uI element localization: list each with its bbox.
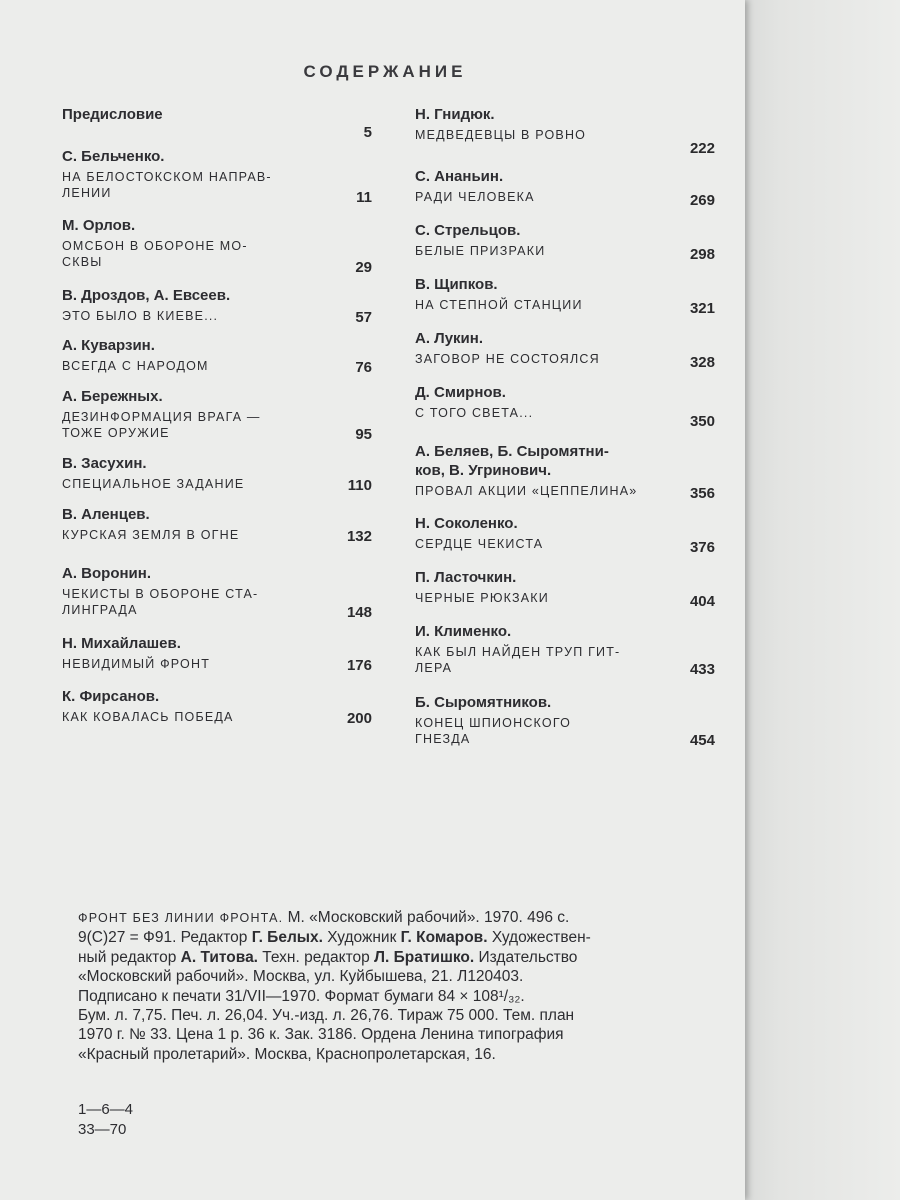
toc-work-title: ОМСБОН В ОБОРОНЕ МО- СКВЫ	[62, 239, 248, 269]
toc-page-number: 356	[689, 485, 715, 502]
toc-entry	[62, 336, 372, 376]
toc-entry	[415, 105, 715, 157]
imprint-tech-editor-name: Л. Братишко.	[374, 948, 475, 966]
toc-work-title: БЕЛЫЕ ПРИЗРАКИ	[415, 244, 546, 258]
toc-work-title: СПЕЦИАЛЬНОЕ ЗАДАНИЕ	[62, 477, 245, 491]
toc-page-number: 321	[689, 300, 715, 317]
imprint-book-title: ФРОНТ БЕЗ ЛИНИИ ФРОНТА.	[78, 911, 284, 925]
imprint-text: Художник	[322, 929, 401, 947]
page-title: СОДЕРЖАНИЕ	[303, 62, 467, 81]
toc-work-title: КОНЕЦ ШПИОНСКОГО ГНЕЗДА	[415, 716, 572, 746]
toc-page-number: 328	[689, 354, 715, 371]
toc-author: С. Бельченко.	[62, 148, 165, 165]
imprint-text: 9(С)27 = Ф91. Редактор	[78, 929, 252, 947]
toc-page-number: 454	[689, 732, 715, 749]
toc-author: А. Бережных.	[62, 388, 163, 405]
toc-entry	[62, 147, 372, 206]
toc-entry	[62, 387, 372, 443]
toc-page-number: 433	[689, 661, 715, 678]
toc-author: В. Дроздов, А. Евсеев.	[62, 287, 231, 304]
toc-entry	[415, 693, 715, 749]
toc-entry	[415, 442, 715, 502]
toc-entry	[415, 383, 715, 430]
toc-page-number: 76	[355, 359, 372, 376]
toc-work-title: ПРОВАЛ АКЦИИ «ЦЕППЕЛИНА»	[415, 484, 638, 498]
imprint-line: «Красный пролетарий». Москва, Краснопролетарская, 16.	[78, 1045, 496, 1063]
toc-entry	[415, 167, 715, 209]
imprint-text: М. «Московский рабочий». 1970. 496 с.	[283, 909, 570, 926]
toc-work-title: МЕДВЕДЕВЦЫ В РОВНО	[415, 128, 587, 142]
toc-author: А. Лукин.	[415, 330, 483, 347]
toc-author: Д. Смирнов.	[415, 384, 506, 401]
toc-page-number: 148	[346, 604, 372, 621]
toc-page-number: 376	[689, 539, 715, 556]
toc-work-title: НА БЕЛОСТОКСКОМ НАПРАВ- ЛЕНИИ	[62, 170, 272, 200]
catalog-codes	[78, 1100, 133, 1140]
toc-author: В. Засухин.	[62, 455, 147, 472]
imprint-text: Техн. редактор	[258, 948, 375, 966]
toc-author: П. Ласточкин.	[415, 569, 517, 586]
catalog-code: 1—6—4	[78, 1101, 134, 1118]
imprint-art-editor-name: А. Титова.	[180, 948, 258, 966]
imprint-line	[78, 928, 728, 947]
toc-author: С. Стрельцов.	[415, 222, 521, 239]
toc-page-number: 269	[689, 192, 715, 209]
imprint-line: Бум. л. 7,75. Печ. л. 26,04. Уч.-изд. л. 26,76. Тираж 75 000. Тем. план	[78, 1007, 575, 1025]
imprint-text: Художествен-	[487, 929, 591, 947]
toc-entry	[62, 505, 372, 545]
toc-work-title: КАК БЫЛ НАЙДЕН ТРУП ГИТ- ЛЕРА	[415, 645, 621, 675]
toc-entry	[62, 286, 372, 326]
toc-page-number: 298	[689, 246, 715, 263]
toc-author: С. Ананьин.	[415, 168, 504, 185]
catalog-code: 33—70	[78, 1121, 127, 1138]
toc-entry	[62, 687, 372, 727]
toc-entry	[415, 221, 715, 263]
toc-author: Н. Михайлашев.	[62, 635, 181, 652]
toc-page-number: 222	[689, 140, 715, 157]
toc-page-number: 200	[346, 710, 372, 727]
toc-work-title: ДЕЗИНФОРМАЦИЯ ВРАГА — ТОЖЕ ОРУЖИЕ	[62, 410, 261, 440]
toc-page-number: 404	[689, 593, 715, 610]
toc-author: В. Щипков.	[415, 276, 498, 293]
imprint-editor-name: Г. Белых.	[251, 929, 323, 947]
toc-work-title: НА СТЕПНОЙ СТАНЦИИ	[415, 298, 583, 312]
toc-work-title: РАДИ ЧЕЛОВЕКА	[415, 190, 535, 204]
publication-imprint	[78, 908, 728, 1064]
toc-entry	[415, 622, 715, 678]
toc-entry	[62, 454, 372, 494]
toc-entry	[415, 568, 715, 610]
imprint-line: 1970 г. № 33. Цена 1 р. 36 к. Зак. 3186. Ордена Ленина типография	[78, 1026, 564, 1044]
toc-author: К. Фирсанов.	[62, 688, 160, 705]
toc-author: В. Аленцев.	[62, 506, 150, 523]
toc-entry	[415, 329, 715, 371]
toc-work-title: ЧЕКИСТЫ В ОБОРОНЕ СТА- ЛИНГРАДА	[62, 587, 259, 617]
imprint-line: «Московский рабочий». Москва, ул. Куйбышева, 21. Л120403.	[78, 968, 524, 986]
toc-work-title: ЭТО БЫЛО В КИЕВЕ...	[62, 309, 219, 323]
toc-page-number: 95	[355, 426, 372, 443]
imprint-line: Подписано к печати 31/VII—1970. Формат бумаги 84 × 108¹/₃₂.	[78, 987, 525, 1005]
toc-work-title: ЧЕРНЫЕ РЮКЗАКИ	[415, 591, 549, 605]
toc-page-number: 29	[355, 259, 372, 276]
toc-page-number: 57	[355, 309, 372, 326]
toc-entry	[62, 564, 372, 621]
imprint-text: ный редактор	[78, 948, 181, 966]
toc-author: А. Воронин.	[62, 565, 151, 582]
toc-author: Б. Сыромятников.	[415, 694, 552, 711]
toc-left-column	[62, 105, 372, 727]
toc-work-title: С ТОГО СВЕТА...	[415, 406, 534, 420]
toc-right-column	[415, 105, 715, 749]
toc-work-title: КУРСКАЯ ЗЕМЛЯ В ОГНЕ	[62, 528, 240, 542]
toc-entry	[62, 105, 372, 141]
toc-entry	[62, 634, 372, 674]
toc-work-title: НЕВИДИМЫЙ ФРОНТ	[62, 657, 211, 671]
toc-work-title: СЕРДЦЕ ЧЕКИСТА	[415, 537, 544, 551]
toc-page-number: 350	[689, 413, 715, 430]
toc-author: Предисловие	[62, 106, 163, 123]
imprint-artist-name: Г. Комаров.	[400, 929, 488, 947]
toc-author: М. Орлов.	[62, 217, 136, 234]
toc-entry	[415, 514, 715, 556]
toc-author: А. Куварзин.	[62, 337, 155, 354]
imprint-line	[78, 948, 728, 967]
toc-author: Н. Соколенко.	[415, 515, 518, 532]
toc-work-title: КАК КОВАЛАСЬ ПОБЕДА	[62, 710, 234, 724]
toc-entry	[62, 216, 372, 276]
toc-page-number: 176	[346, 657, 372, 674]
toc-page-number: 5	[363, 124, 372, 141]
toc-entry	[415, 275, 715, 317]
toc-author: И. Клименко.	[415, 623, 512, 640]
imprint-line	[78, 908, 728, 928]
toc-work-title: ЗАГОВОР НЕ СОСТОЯЛСЯ	[415, 352, 600, 366]
toc-page-number: 132	[346, 528, 372, 545]
imprint-text: Издательство	[474, 948, 578, 966]
toc-page-number: 110	[347, 477, 372, 494]
toc-author: А. Беляев, Б. Сыромятни- ков, В. Угринович.	[415, 443, 609, 479]
toc-work-title: ВСЕГДА С НАРОДОМ	[62, 359, 209, 373]
toc-author: Н. Гнидюк.	[415, 106, 495, 123]
toc-page-number: 11	[356, 189, 372, 206]
